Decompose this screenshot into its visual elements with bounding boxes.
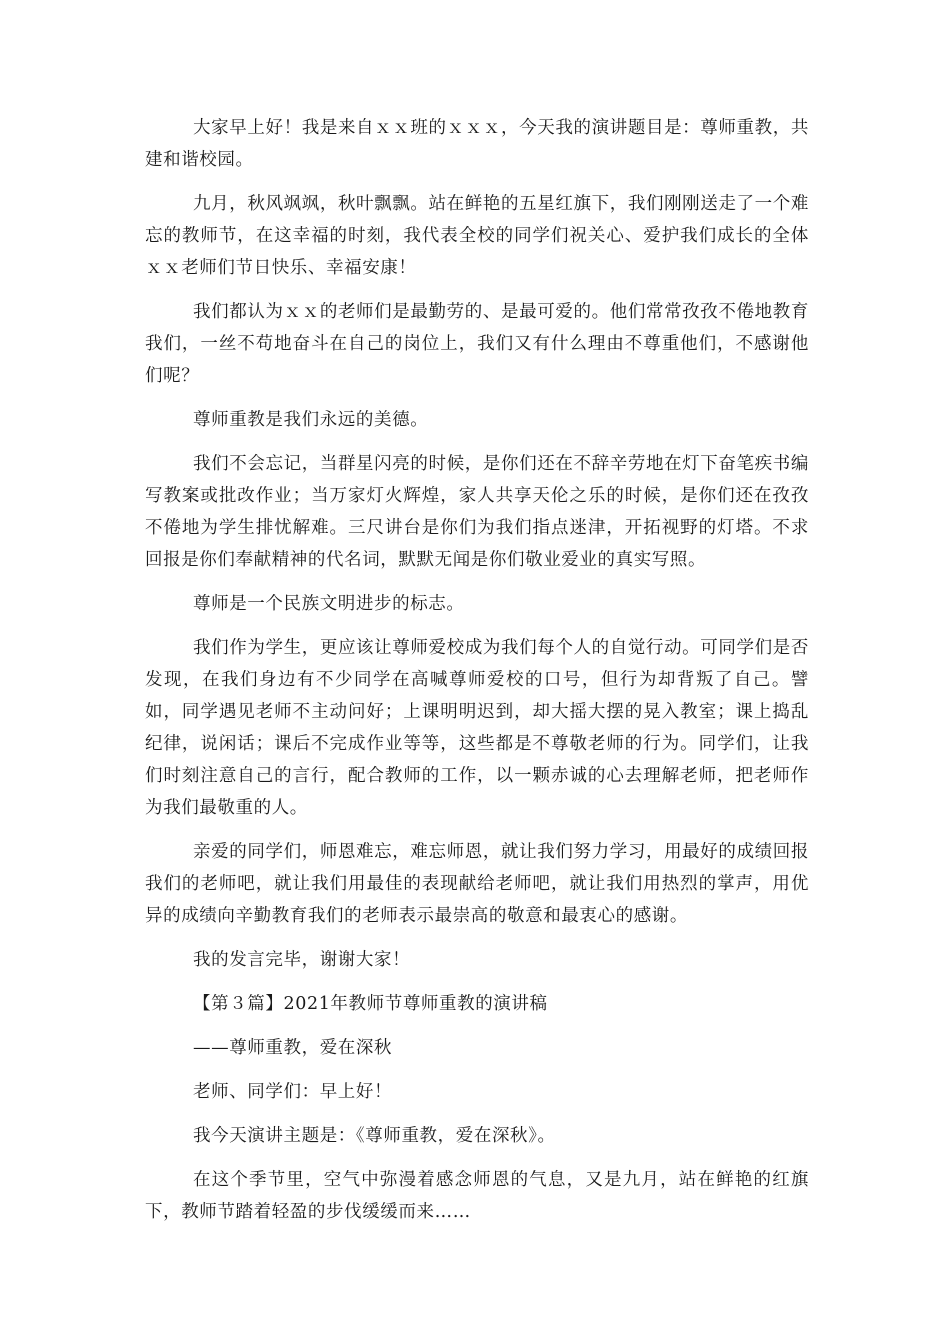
greeting: 老师、同学们：早上好！ (193, 1082, 393, 1102)
paragraph-9: 我的发言完毕，谢谢大家！ (193, 950, 411, 970)
section-subtitle: ——尊师重教，爱在深秋 (193, 1038, 393, 1058)
document-page (145, 112, 809, 1240)
paragraph-6: 尊师是一个民族文明进步的标志。 (193, 594, 465, 614)
paragraph-last: 在这个季节里，空气中弥漫着感念师恩的气息，又是九月，站在鲜艳的红旗下，教师节踏着轻盈的步伐缓缓而来…… (145, 1170, 809, 1222)
paragraph-1: 大家早上好！我是来自ｘｘ班的ｘｘｘ，今天我的演讲题目是：尊师重教，共建和谐校园。 (145, 118, 809, 170)
paragraph-5: 我们不会忘记，当群星闪亮的时候，是你们还在不辞辛劳地在灯下奋笔疾书编写教案或批改作业；当万家灯火辉煌，家人共享天伦之乐的时候，是你们还在孜孜不倦地为学生排忧解难。三尺讲台是你们为我们指点迷津，开拓视野的灯塔。不求回报是你们奉献精神的代名词，默默无闻是你们敬业爱业的真实写照。 (145, 454, 809, 570)
speech-topic: 我今天演讲主题是：《尊师重教，爱在深秋》。 (193, 1126, 556, 1146)
paragraph-4: 尊师重教是我们永远的美德。 (193, 410, 429, 430)
paragraph-2: 九月，秋风飒飒，秋叶飘飘。站在鲜艳的五星红旗下，我们刚刚送走了一个难忘的教师节，在这幸福的时刻，我代表全校的同学们祝关心、爱护我们成长的全体ｘｘ老师们节日快乐、幸福安康！ (145, 194, 809, 278)
section-heading: 【第３篇】2021年教师节尊师重教的演讲稿 (193, 994, 548, 1014)
paragraph-3: 我们都认为ｘｘ的老师们是最勤劳的、是最可爱的。他们常常孜孜不倦地教育我们，一丝不苟地奋斗在自己的岗位上，我们又有什么理由不尊重他们，不感谢他们呢？ (145, 302, 809, 386)
paragraph-8: 亲爱的同学们，师恩难忘，难忘师恩，就让我们努力学习，用最好的成绩回报我们的老师吧，就让我们用最佳的表现献给老师吧，就让我们用热烈的掌声，用优异的成绩向辛勤教育我们的老师表示最崇高的敬意和最衷心的感谢。 (145, 842, 809, 926)
paragraph-7: 我们作为学生，更应该让尊师爱校成为我们每个人的自觉行动。可同学们是否发现，在我们身边有不少同学在高喊尊师爱校的口号，但行为却背叛了自己。譬如，同学遇见老师不主动问好；上课明明迟到，却大摇大摆的晃入教室；课上捣乱纪律，说闲话；课后不完成作业等等，这些都是不尊敬老师的行为。同学们，让我们时刻注意自己的言行，配合教师的工作，以一颗赤诚的心去理解老师，把老师作为我们最敬重的人。 (145, 638, 809, 818)
